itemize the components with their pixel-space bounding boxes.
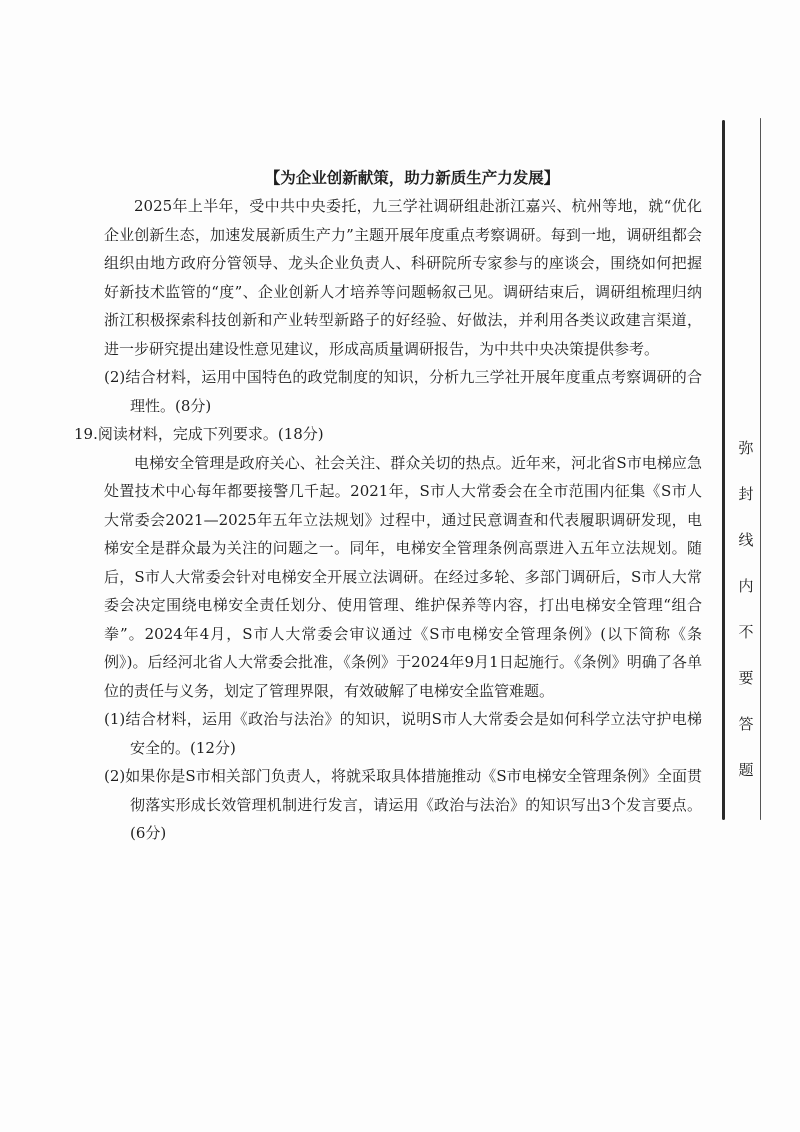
seal-line-notice — [734, 436, 758, 804]
question-19-instruction: 阅读材料，完成下列要求。(18分) — [97, 425, 324, 443]
question-number: 19. — [74, 425, 98, 443]
seal-char: 答 — [738, 715, 754, 733]
seal-char: 不 — [738, 623, 754, 641]
seal-char: 弥 — [738, 439, 754, 457]
question-19-part-1: (1)结合材料，运用《政治与法治》的知识，说明S市人大常委会是如何科学立法守护电梯安全的。(12分) — [104, 710, 702, 757]
question-content — [74, 164, 702, 848]
binding-line-outer — [760, 118, 761, 820]
seal-char: 题 — [738, 761, 754, 779]
seal-char: 封 — [738, 485, 754, 503]
seal-char: 线 — [738, 531, 754, 549]
question-18-part-2: (2)结合材料，运用中国特色的政党制度的知识，分析九三学社开展年度重点考察调研的合理性。(8分) — [104, 368, 702, 415]
section-title: 【为企业创新献策，助力新质生产力发展】 — [264, 168, 560, 187]
seal-char: 要 — [738, 669, 754, 687]
question-19-heading — [74, 420, 702, 449]
question-19-part-2: (2)如果你是S市相关部门负责人，将就采取具体措施推动《S市电梯安全管理条例》全面贯彻落实形成长效管理机制进行发言，请运用《政治与法治》的知识写出3个发言要点。(6分) — [104, 767, 702, 842]
material-paragraph-1: 2025年上半年，受中共中央委托，九三学社调研组赴浙江嘉兴、杭州等地，就“优化企业创新生态，加速发展新质生产力”主题开展年度重点考察调研。每到一地，调研组都会组织由地方政府分管领导、龙头企业负责人、科研院所专家参与的座谈会，围绕如何把握好新技术监管的“度”、企业创新人才培养等问题畅叙己见。调研结束后，调研组梳理归纳浙江积极探索科技创新和产业转型新路子的好经验、好做法，并利用各类议政建言渠道，进一步研究提出建设性意见建议，形成高质量调研报告，为中共中央决策提供参考。 — [104, 197, 702, 358]
binding-line — [722, 120, 725, 820]
seal-char: 内 — [738, 577, 754, 595]
material-paragraph-2: 电梯安全管理是政府关心、社会关注、群众关切的热点。近年来，河北省S市电梯应急处置技术中心每年都要接警几千起。2021年，S市人大常委会在全市范围内征集《S市人大常委会2021—2025年五年立法规划》过程中，通过民意调查和代表履职调研发现，电梯安全是群众最为关注的问题之一。同年，电梯安全管理条例高票进入五年立法规划。随后，S市人大常委会针对电梯安全开展立法调研。在经过多轮、多部门调研后，S市人大常委会决定围绕电梯安全责任划分、使用管理、维护保养等内容，打出电梯安全管理“组合拳”。2024年4月，S市人大常委会审议通过《S市电梯安全管理条例》(以下简称《条例》)。后经河北省人大常委会批准，《条例》于2024年9月1日起施行。《条例》明确了各单位的责任与义务，划定了管理界限，有效破解了电梯安全监管难题。 — [104, 453, 702, 700]
